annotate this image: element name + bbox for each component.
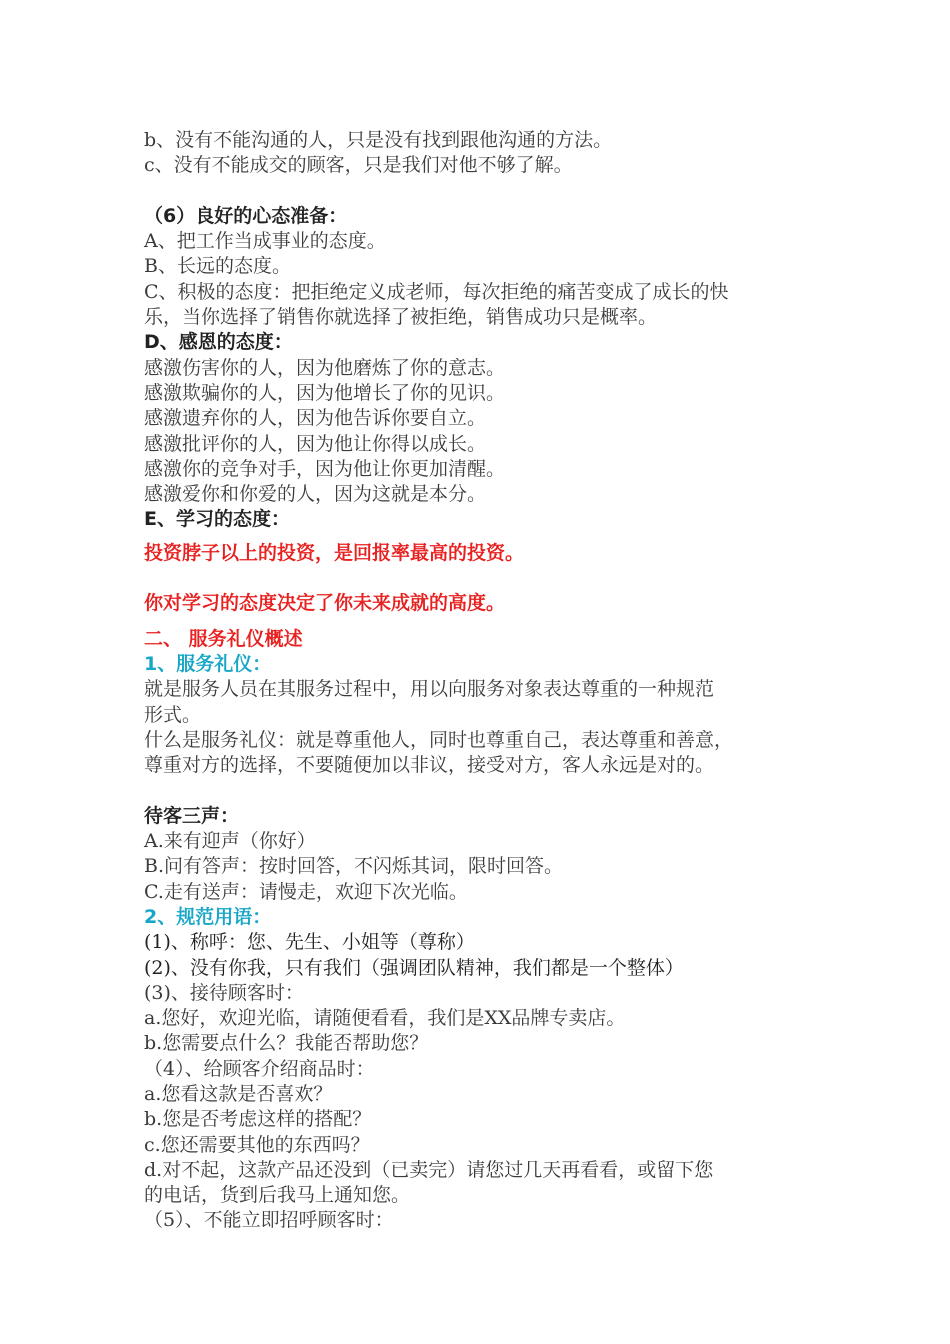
text-line: A、把工作当成事业的态度。 [144,230,386,253]
text-line: 的电话，货到后我马上通知您。 [144,1184,411,1207]
text-line: 乐，当你选择了销售你就选择了被拒绝，销售成功只是概率。 [144,306,658,329]
text-line: 感激遗弃你的人，因为他告诉你要自立。 [144,407,487,430]
text-line: a.您好，欢迎光临，请随便看看，我们是XX品牌专卖店。 [144,1007,626,1030]
subsection-heading: D、感恩的态度： [144,331,293,354]
subsection-heading: 待客三声： [144,804,240,827]
text-line: a.您看这款是否喜欢？ [144,1082,333,1105]
chapter-heading: 二、 服务礼仪概述 [144,627,303,650]
document-body [144,128,814,1234]
text-line: 感激伤害你的人，因为他磨炼了你的意志。 [144,356,506,379]
text-line: 什么是服务礼仪：就是尊重他人，同时也尊重自己，表达尊重和善意， [144,728,734,751]
text-line: c、没有不能成交的顾客，只是我们对他不够了解。 [144,154,573,177]
highlight-quote: 你对学习的态度决定了你未来成就的高度。 [144,592,506,615]
section-heading: 2、规范用语： [144,905,272,928]
text-line: b.您需要点什么？我能否帮助您？ [144,1032,429,1055]
text-line: (1)、称呼：您、先生、小姐等（尊称） [144,931,475,954]
text-line: 感激你的竞争对手，因为他让你更加清醒。 [144,457,506,480]
text-line: c.您还需要其他的东西吗？ [144,1133,370,1156]
text-line: A.来有迎声（你好） [144,830,316,853]
text-line: C.走有送声：请慢走，欢迎下次光临。 [144,880,468,903]
text-line: 就是服务人员在其服务过程中，用以向服务对象表达尊重的一种规范 [144,678,715,701]
text-line: B.问有答声：按时回答，不闪烁其词，限时回答。 [144,855,564,878]
text-line: （5）、不能立即招呼顾客时： [144,1209,394,1232]
blank-line [144,566,814,591]
section-heading: 1、服务礼仪： [144,652,272,675]
text-line: 形式。 [144,703,202,726]
text-line: B、长远的态度。 [144,255,291,278]
text-line: 尊重对方的选择，不要随便加以非议，接受对方，客人永远是对的。 [144,754,715,777]
text-line: C、积极的态度：把拒绝定义成老师，每次拒绝的痛苦变成了成长的快 [144,280,729,303]
text-line: d.对不起，这款产品还没到（已卖完）请您过几天再看看，或留下您 [144,1158,714,1181]
blank-line [144,179,814,204]
text-line: 感激欺骗你的人，因为他增长了你的见识。 [144,381,506,404]
section-heading: （6）良好的心态准备： [144,204,348,227]
text-line: 感激爱你和你爱的人，因为这就是本分。 [144,483,487,506]
blank-line [144,778,814,803]
highlight-quote: 投资脖子以上的投资，是回报率最高的投资。 [144,541,525,564]
text-line: （4）、给顾客介绍商品时： [144,1057,375,1080]
text-line: b、没有不能沟通的人，只是没有找到跟他沟通的方法。 [144,129,613,151]
text-line: (2)、没有你我，只有我们（强调团队精神，我们都是一个整体） [144,956,684,979]
subsection-heading: E、学习的态度： [144,508,290,531]
text-line: (3)、接待顾客时： [144,981,304,1004]
text-line: b.您是否考虑这样的搭配？ [144,1108,372,1131]
text-line: 感激批评你的人，因为他让你得以成长。 [144,432,487,455]
